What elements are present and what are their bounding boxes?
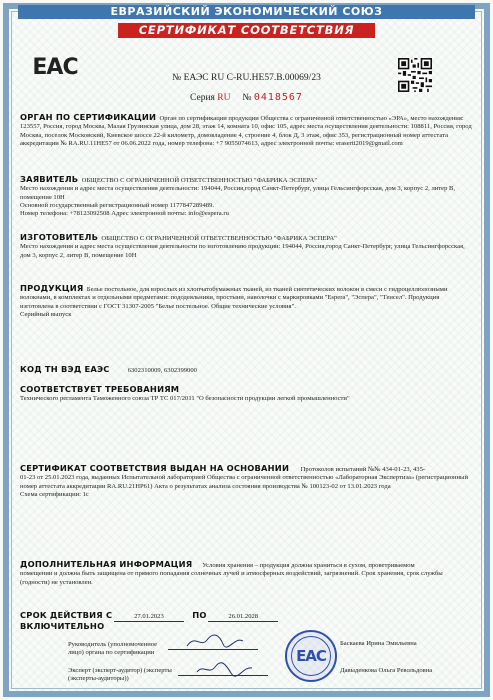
expert-signature-name: Давыденкова Ольга Револьдовна [340,667,433,674]
additional-section [20,560,473,587]
organ-heading: ОРГАН ПО СЕРТИФИКАЦИИ [20,112,157,122]
additional-text-inline: Условия хранения – продукция должна храниться в сухом, проветриваемом [202,562,415,569]
manufacturer-section [20,233,473,260]
product-text: Белье постельное, для взрослых из хлопчатобумажных тканей, из тканей синтетических волокон в смеси с гидроцеллюлозными волокнами, в комплектах и отдельными предметами: пододеяльники, простыни, наволочки с маркировками "Espera", "Эспера", "Тенсел". Продукция изготовлена в соответствии с ГОСТ 31307-2005 "Белье постельное. Общие технические условия". [20,286,448,310]
organ-section [20,113,473,148]
applicant-section [20,175,473,218]
validity-heading: СРОК ДЕЙСТВИЯ С [20,610,113,620]
head-signature-name: Баскаева Ирина Эмильевна [340,640,417,647]
certificate-title: СЕРТИФИКАТ СООТВЕТСТВИЯ [118,23,375,38]
manufacturer-address: Место нахождения и адрес места осуществления деятельности по изготовлению продукции: 194044, Россия,город Санкт-Петербург, улица Гельсингфорсская, дом 3, корпус 2, литер В, помещение 10Н [20,243,465,259]
manufacturer-heading: ИЗГОТОВИТЕЛЬ [20,232,99,242]
head-signature-label: Руководитель (уполномоченное лицо) органа по сертификации [68,641,158,656]
organ-text: Орган по сертификации продукции Общества с ограниченной ответственностью «ЭРА», место нахождения: 123557, Россия, город Москва, Малая Грузинская улица, дом 28, этаж 14, комната 10, офис 105, адрес места осуществления деятельности: 108811, Россия, город Москва, поселок Московский, Киевское шоссе 22-й километр, домовладение 4, строение 4, блок Д, 3 этаж, офис 353, регистрационный номер аттестата аккредитации № RA.RU.11НЕ57 от 06.06.2022 года, номер телефона: +7 9055074613, адрес электронной почты: eraserti2019@gmail.com [20,115,472,147]
expert-signature-icon [195,660,255,678]
tnved-value: 6302310009, 6302399000 [127,367,197,374]
product-section [20,284,473,319]
basis-heading: СЕРТИФИКАТ СООТВЕТСТВИЯ ВЫДАН НА ОСНОВАНИИ [20,463,290,473]
tnved-heading: КОД ТН ВЭД ЕАЭС [20,364,110,374]
union-banner: ЕВРАЗИЙСКИЙ ЭКОНОМИЧЕСКИЙ СОЮЗ [18,5,475,19]
additional-heading: ДОПОЛНИТЕЛЬНАЯ ИНФОРМАЦИЯ [20,559,193,569]
head-signature-icon [185,632,245,650]
basis-scheme: Схема сертификации: 1с [20,490,89,498]
additional-text: помещении и должна быть защищена от прямого попадания солнечных лучей и атмосферных воздействий, загрязнений. Срок хранения, срок службы (годности) не установлен. [20,570,443,586]
certificate-number: № ЕАЭС RU С-RU.НЕ57.В.00069/23 [172,73,321,83]
applicant-name: ОБЩЕСТВО С ОГРАНИЧЕННОЙ ОТВЕТСТВЕННОСТЬЮ "ФАБРИКА ЭСПЕРА" [81,177,318,184]
applicant-contacts: Номер телефона: +78123092508 Адрес электронной почты: info@espera.ru [20,210,229,218]
certificate-series: Серия RU № 0418567 [190,92,303,103]
certificate-frame [3,3,490,697]
validity-to: 26.01.2028 [208,613,278,622]
applicant-address: Место нахождения и адрес места осуществления деятельности: 194044, Россия,город Санкт-Петербург, улица Гельсингфорсская, дом 3, корпус 2, литер В, помещение 10Н [20,185,456,201]
validity-inclusive: ВКЛЮЧИТЕЛЬНО [20,621,105,632]
expert-signature-label: Эксперт (эксперт-аудитор) (эксперты (эксперты-аудиторы)) [68,667,172,682]
seal-stamp: EAC [285,630,337,682]
applicant-heading: ЗАЯВИТЕЛЬ [20,174,79,184]
validity-section [20,611,473,633]
validity-from: 27.01.2023 [114,613,184,622]
tnved-section [20,365,473,375]
conforms-heading: СООТВЕТСТВУЕТ ТРЕБОВАНИЯМ [20,384,180,394]
product-batch: Серийный выпуск [20,310,72,318]
basis-text-inline: Протоколов испытаний №№ 434-01-23, 435- [300,466,426,473]
eac-logo: EAC [32,54,78,80]
product-heading: ПРОДУКЦИЯ [20,283,84,293]
applicant-ogrn: Основной государственный регистрационный номер 1177847289489. [20,201,214,209]
basis-text: 01-23 от 25.01.2023 года, выданных Испытательной лабораторией Общества с ограниченной ответственностью «Лабораторная Экспертиза» (регистрационный номер аттестата аккредитации RA.RU.21НР61) Акта о результатах анализа состояния производства № 100123-02 от 13.01.2023 года [20,474,469,490]
conforms-text: Технического регламента Таможенного союза ТР ТС 017/2011 "О безопасности продукции легкой промышленности" [20,395,350,403]
conforms-section [20,385,473,404]
manufacturer-name: ОБЩЕСТВО С ОГРАНИЧЕННОЙ ОТВЕТСТВЕННОСТЬЮ "ФАБРИКА ЭСПЕРА" [101,235,337,242]
validity-to-label: ПО [192,610,207,620]
basis-section [20,464,473,499]
